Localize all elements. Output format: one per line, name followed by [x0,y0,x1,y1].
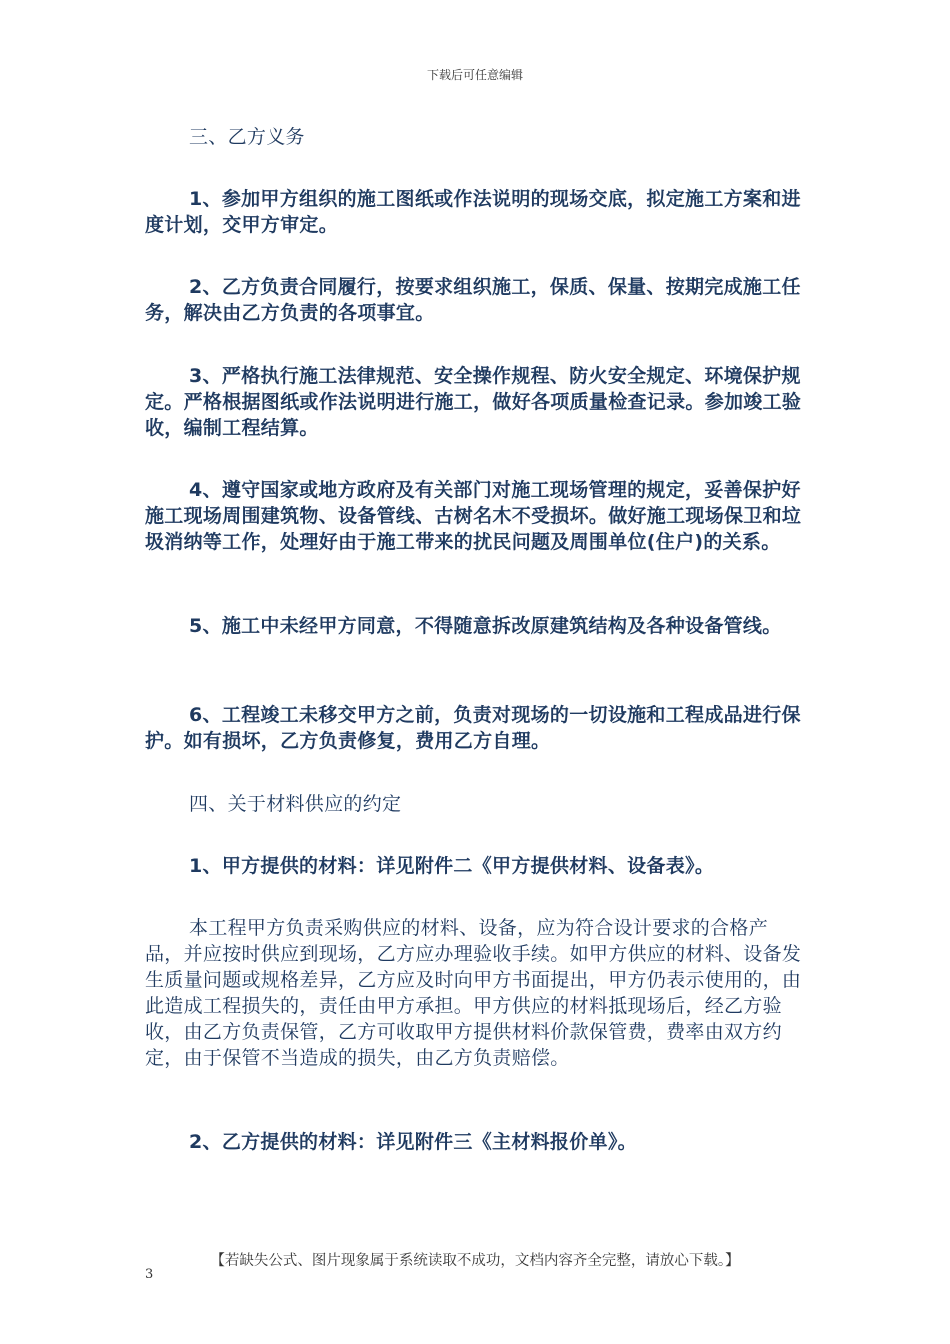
clause-3-4: 4、遵守国家或地方政府及有关部门对施工现场管理的规定，妥善保护好施工现场周围建筑物、设备管线、古树名木不受损坏。做好施工现场保卫和垃圾消纳等工作，处理好由于施工带来的扰民问题及周围单位(住户)的关系。 [145,479,802,553]
page-footer-notice: 【若缺失公式、图片现象属于系统读取不成功，文档内容齐全完整，请放心下载。】 [210,1253,740,1269]
clause-3-3: 3、严格执行施工法律规范、安全操作规程、防火安全规定、环境保护规定。严格根据图纸或作法说明进行施工，做好各项质量检查记录。参加竣工验收，编制工程结算。 [145,365,802,439]
page-header: 下载后可任意编辑 [426,68,523,82]
page-number: 3 [145,1267,154,1282]
clause-3-6: 6、工程竣工未移交甲方之前，负责对现场的一切设施和工程成品进行保护。如有损坏，乙方负责修复，费用乙方自理。 [145,704,801,752]
section-heading-3: 三、乙方义务 [189,126,305,148]
section-heading-4: 四、关于材料供应的约定 [189,793,402,815]
clause-4-2: 2、乙方提供的材料：详见附件三《主材料报价单》。 [189,1131,637,1153]
clause-4-1: 1、甲方提供的材料：详见附件二《甲方提供材料、设备表》。 [189,855,715,877]
clause-3-2: 2、乙方负责合同履行，按要求组织施工，保质、保量、按期完成施工任务，解决由乙方负责的各项事宜。 [145,276,801,324]
clause-3-5: 5、施工中未经甲方同意，不得随意拆改原建筑结构及各种设备管线。 [189,615,782,637]
clause-3-1: 1、参加甲方组织的施工图纸或作法说明的现场交底，拟定施工方案和进度计划，交甲方审定。 [145,188,801,236]
clause-4-1-detail: 本工程甲方负责采购供应的材料、设备，应为符合设计要求的合格产品，并应按时供应到现场，乙方应办理验收手续。如甲方供应的材料、设备发生质量问题或规格差异，乙方应及时向甲方书面提出，甲方仍表示使用的，由此造成工程损失的，责任由甲方承担。甲方供应的材料抵现场后，经乙方验收，由乙方负责保管，乙方可收取甲方提供材料价款保管费，费率由双方约定，由于保管不当造成的损失，由乙方负责赔偿。 [145,917,802,1069]
